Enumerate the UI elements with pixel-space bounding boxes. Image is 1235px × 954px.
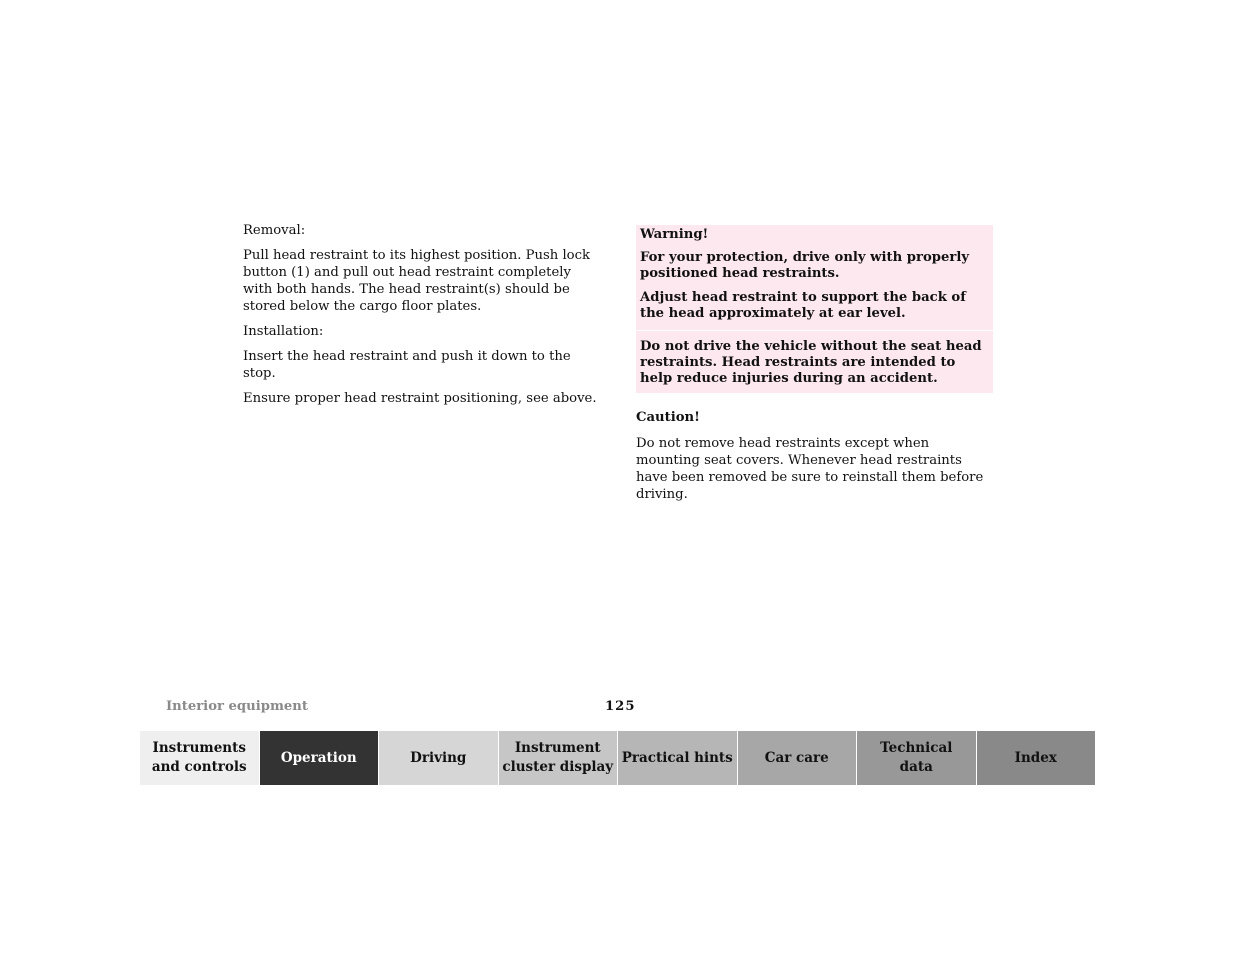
- chapter-nav-bar: [140, 731, 1095, 785]
- warning-line-3: Do not drive the vehicle without the seat head restraints. Head restraints are intended to help reduce injuries during an accident.: [640, 339, 982, 386]
- page-number: 125: [605, 699, 636, 714]
- installation-heading: Installation:: [243, 324, 324, 339]
- nav-tab-label: Driving: [410, 749, 467, 766]
- nav-tab-label: Instruments and controls: [151, 740, 247, 775]
- installation-step-2: Ensure proper head restraint positioning, see above.: [243, 391, 597, 406]
- nav-tab-label: Index: [1014, 749, 1057, 766]
- removal-text: Pull head restraint to its highest position. Push lock button (1) and pull out head restraint completely with both hands. The head restraint(s) should be stored below the cargo floor plates.: [243, 248, 591, 314]
- warning-line-1: For your protection, drive only with properly positioned head restraints.: [640, 250, 970, 281]
- nav-tab-driving[interactable]: [379, 731, 499, 785]
- nav-tab-label: Car care: [764, 749, 829, 766]
- warning-title: Warning!: [640, 227, 709, 242]
- warning-divider: [636, 330, 993, 331]
- nav-tab-label: Operation: [280, 749, 357, 766]
- warning-line-2: Adjust head restraint to support the back of the head approximately at ear level.: [640, 290, 966, 321]
- nav-tab-car-care[interactable]: [738, 731, 858, 785]
- nav-tab-instrument-cluster-display[interactable]: [499, 731, 619, 785]
- nav-tab-label: Technical data: [880, 740, 953, 775]
- nav-tab-technical-data[interactable]: [857, 731, 977, 785]
- caution-text: Do not remove head restraints except when mounting seat covers. Whenever head restraints have been removed be sure to reinstall them before driving.: [636, 436, 984, 502]
- installation-step-1: Insert the head restraint and push it down to the stop.: [243, 349, 571, 381]
- nav-tab-index[interactable]: [977, 731, 1096, 785]
- nav-tab-operation[interactable]: [260, 731, 380, 785]
- caution-title: Caution!: [636, 410, 700, 425]
- left-column: [243, 222, 598, 415]
- nav-tab-label: Instrument cluster display: [502, 740, 614, 775]
- warning-box: [636, 225, 993, 393]
- section-title: Interior equipment: [166, 699, 308, 714]
- nav-tab-label: Practical hints: [621, 749, 733, 766]
- removal-heading: Removal:: [243, 223, 306, 238]
- nav-tab-practical-hints[interactable]: [618, 731, 738, 785]
- right-column: [636, 225, 993, 503]
- nav-tab-instruments-and-controls[interactable]: [140, 731, 260, 785]
